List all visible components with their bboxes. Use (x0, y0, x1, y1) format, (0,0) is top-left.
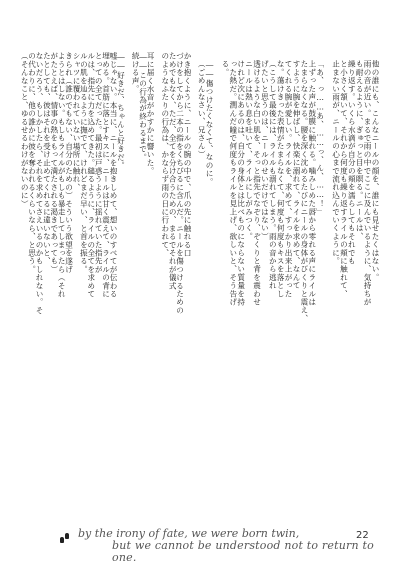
text-line: 嘘じゃない。本当に、ニールを抱きしめて、想いのすべてが伝わる (109, 52, 118, 298)
text-line: （そんなこと、ゆるせるわけがないのに） (20, 52, 30, 208)
text-line: げたいと思うのは、ニールのせいだけではない） (260, 60, 270, 241)
text-line: てくれる腕が愛しい。ライルを、求めて、すっかり出来上がった (284, 60, 294, 298)
text-line: 続ける声。 (131, 52, 141, 93)
text-line: 「あ、っ……あ、……っ、ん、……！」 (315, 60, 325, 216)
text-line: 透けるような白い肌を、そっと指先でなぞり、ぞくりと背を震わせ (252, 60, 262, 306)
text-line: シャツに覆われていない場所に触れ、 (72, 52, 81, 192)
text-line: った熱だ。潤んだ瞳で何度もライルを見上げ、欲しいと、そう告げ (228, 60, 238, 306)
right-text-column (196, 60, 380, 450)
left-text-column (22, 52, 192, 422)
text-line: ようとはしない。もしもライルがもしも暴走してしまったら（それ (57, 52, 67, 298)
text-line: とっての全てだった。最初は戸惑うように揺れていた指先が (94, 52, 104, 274)
text-line: づけをしてから二本の指をくちびるに含んだ。ニールを傷つけるための (175, 52, 185, 315)
text-line: ないだろう、もしかしたら、それを求めてさえいるのかもしれない。そ (35, 52, 44, 315)
text-line: ――好きだ、ちゃんと好きだ。 (116, 52, 126, 170)
text-line: かき抱くように、ニールの腕の中で、爪の先に触れる口 (183, 52, 192, 257)
text-line: けれど次にあるのは、自分の身体とは比べものにならない質量を持 (236, 60, 246, 306)
page-number: 22 (356, 530, 369, 541)
text-line: な。蕩けきった表情がたまらなくて、何度も何度もキスを落とし (276, 60, 286, 298)
text-line: と小さく頷いて、それから何度も繰り返すライルの頬に触れて、 (339, 60, 349, 298)
text-line: ルの肌を辿るように撫でて、けれどまだ早い、と首を振る。 (79, 52, 89, 274)
text-line: （ごめんなさい、兄さん） (197, 60, 207, 159)
text-line: ニールは熱い息を吐いて、ライルにしがみつく。 (244, 60, 254, 241)
text-line: 耳に届く水音がかすかに響いた。 (146, 52, 155, 175)
text-line: ――この行為が終わるまで。 (138, 52, 148, 162)
text-line: （こうして最後には、ライルも溺れてしまう。雨の音から逃れ (268, 60, 278, 290)
text-line: たまらなくなる。腰を深く沈めるたびにニールの身体がびくりと震え、 (299, 60, 309, 323)
text-line: 他の誰にも、こんなニールの顔を、誰にも見せたくはない。 (371, 60, 380, 282)
text-line: のようなふたりの行為は、かならず雨の日に行われて、 (160, 52, 170, 257)
text-line: 止まない雨が、ニールの心まで流れ込んでいくように。 (331, 60, 341, 265)
text-line: ためでもなく、ただ、全てを分け合うための、まるでそれが儀式 (168, 52, 178, 290)
text-line: 繰り返す。いくら水滴が自分の頬を濡らしてもそれでも (347, 60, 357, 265)
text-line: がたとえば、情事の熱をもって満たされる渇きであっても） (49, 52, 59, 274)
text-line: の代わりに、他の誰かに彼を奪われるくらいなら、と思う。 (27, 52, 37, 274)
text-line: ルは、指先に力を込めてきた。縋るように、ライルの全てを求めて (86, 52, 96, 298)
text-line: 雨の音が近い。まるで雨の中でここに及んでいるように、気持ちが (363, 60, 373, 306)
text-line: 上ずった声が鼓膜に触れる。噛みしめた唇から零れる声にライルは (307, 60, 317, 306)
text-line: すように腕を伸ばし、快楽に溺れて、ライルを求めて、なんて (292, 60, 301, 290)
text-line: も耐えるように、ぎゅっと目を瞑る。ニールは、 (355, 60, 365, 241)
fleuron-mark (60, 533, 70, 545)
text-line: 埋める。首筋に落とすキスに、ニールは甘く震えて、ライルの背に (101, 52, 111, 298)
text-line: きられ（誰のでもない、自分のための）そういう欲望を遂げ (64, 52, 74, 274)
footer-epigraph (78, 528, 378, 564)
text-line: たとしても、彼はそれを受け止めてくれるに違いないと、 (42, 52, 52, 266)
text-line: ――傷つけたくなくて、なのに。 (205, 60, 215, 186)
text-line: る。 (220, 60, 230, 77)
epigraph-line-2: but we cannot be understood not to return to one. (112, 539, 374, 564)
epigraph-line-1: by the irony of fate, we were born twin, (78, 527, 300, 540)
